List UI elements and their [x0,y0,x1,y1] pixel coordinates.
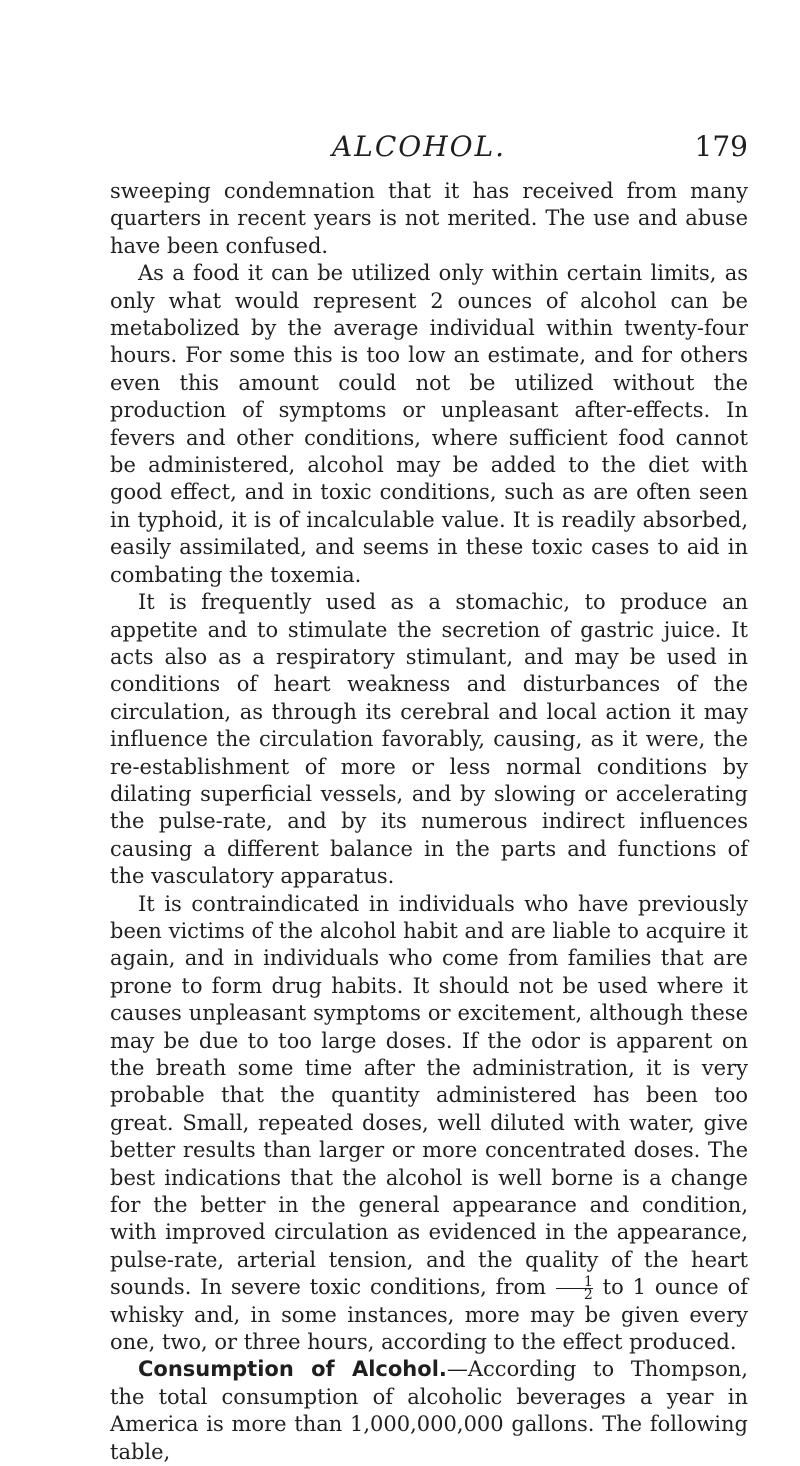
paragraph-stomachic: It is frequently used as a stomachic, to produce an appetite and to stimulate the secretion of gastric juice. It acts also as a respiratory stimulant, and may be used in conditions of heart weakness and disturbances of the circulation, as through its cerebral and local action it may influence the circulation favorably, causing, as it were, the re-establishment of more or less normal conditions by dilating superficial vessels, and by slowing or accelerating the pulse-rate, and by its numerous indirect influences causing a different balance in the parts and functions of the vasculatory apparatus. [110,590,748,889]
half-fraction [555,1274,594,1304]
paragraph-food: As a food it can be utilized only within certain limits, as only what would represent 2 ounces of alcohol can be metabolized by the average individual within twenty-four hours. For some this is too low an estimate, and for others even this amount could not be utilized without the production of symptoms or unpleasant after-effects. In fevers and other conditions, where sufficient food cannot be administered, alcohol may be added to the diet with good effect, and in toxic conditions, such as are often seen in typhoid, it is of incalculable value. It is readily absorbed, easily assimilated, and seems in these toxic cases to aid in combating the toxemia. [110,261,748,587]
body-text [110,178,748,1466]
running-header [110,130,748,170]
section-heading-consumption: Consumption of Alcohol. [138,1357,447,1382]
paragraph-consumption [110,1356,748,1466]
consumption-text: —According to Thompson, the total consumption of alcoholic beverages a year in America is more than 1,000,000,000 gallons. The following table, [110,1357,748,1464]
contraindications-text-end: to 1 ounce of whisky and, in some instances, more may be given every one, two, or three hours, according to the effect produced. [110,1275,748,1355]
fraction-denominator: 2 [556,1288,593,1301]
paragraph-continuation: sweeping condemnation that it has received from many quarters in recent years is not merited. The use and abuse have been confused. [110,179,748,258]
running-title: ALCOHOL. [332,130,507,163]
contraindications-text-start: It is contraindicated in individuals who have previously been victims of the alcohol habit and are liable to acquire it again, and in individuals who come from families that are prone to form drug habits. It should not be used where it causes unpleasant symptoms or excitement, although these may be due to too large doses. If the odor is apparent on the breath some time after the administration, it is very probable that the quantity administered has been too great. Small, repeated doses, well diluted with water, give better results than larger or more concentrated doses. The best indications that the alcohol is well borne is a change for the better in the general appearance and condition, with improved circulation as evidenced in the appearance, pulse-rate, arterial tension, and the quality of the heart sounds. In severe toxic conditions, from [110,891,748,1300]
fraction-numerator: 1 [583,1274,593,1291]
page-number: 179 [694,130,748,163]
paragraph-contraindications [110,891,748,1357]
